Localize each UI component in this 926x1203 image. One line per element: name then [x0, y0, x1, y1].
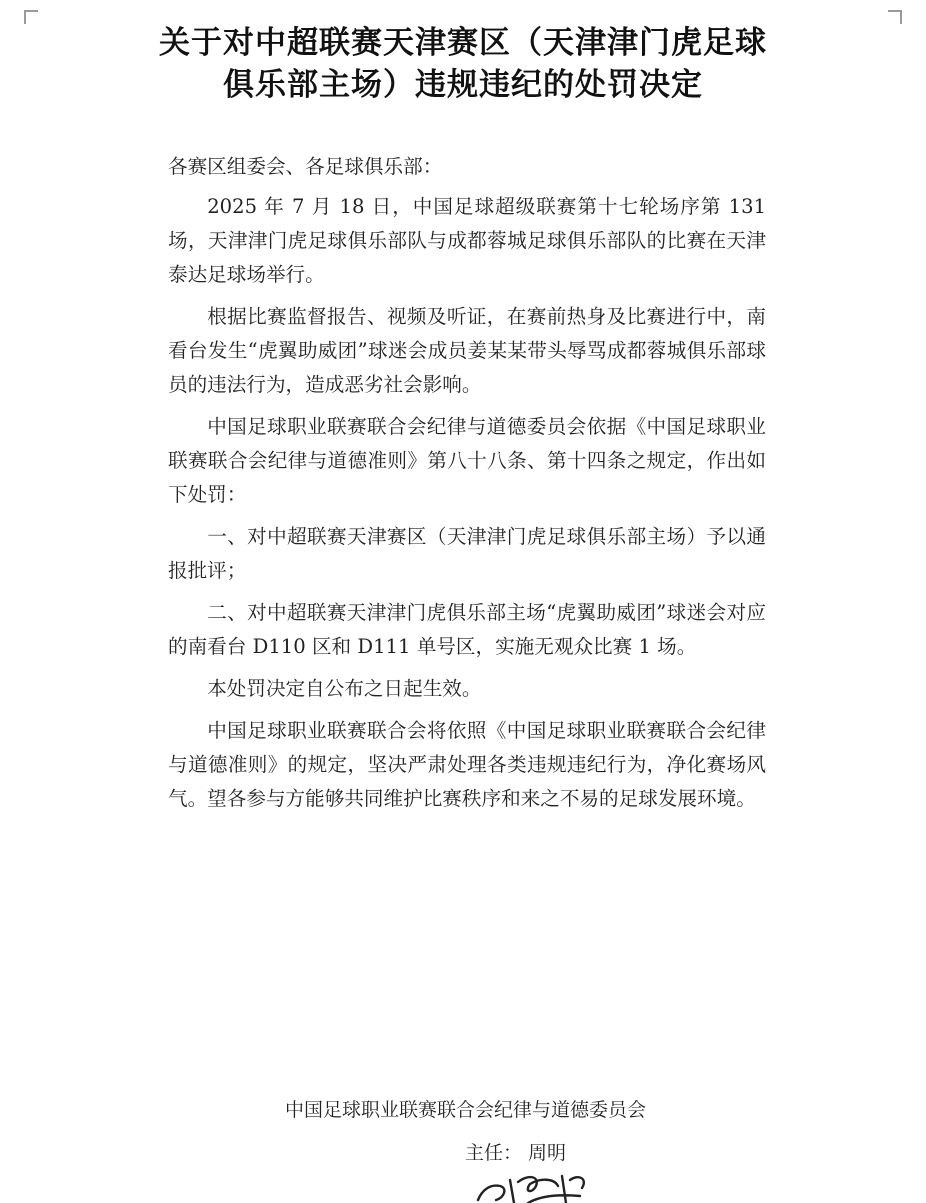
salutation: 各赛区组委会、各足球俱乐部： — [168, 155, 443, 178]
paragraph-effective: 本处罚决定自公布之日起生效。 — [207, 677, 482, 700]
paragraph-penalty-2: 二、对中超联赛天津津门虎俱乐部主场“虎翼助威团”球迷会对应的南看台 D110 区和 D111 单号区，实施无观众比赛 1 场。 — [168, 601, 766, 658]
corner-mark-top-right — [888, 10, 902, 24]
document-title-line-2: 俱乐部主场）违规违纪的处罚决定 — [223, 67, 703, 103]
paragraph-match-info: 2025 年 7 月 18 日，中国足球超级联赛第十七轮场序第 131 场，天津津门虎足球俱乐部队与成都蓉城足球俱乐部队的比赛在天津泰达足球场举行。 — [168, 195, 766, 286]
paragraph-legal-basis: 中国足球职业联赛联合会纪律与道德委员会依据《中国足球职业联赛联合会纪律与道德准则》第八十八条、第十四条之规定，作出如下处罚： — [168, 415, 766, 506]
issuing-organization: 中国足球职业联赛联合会纪律与道德委员会 — [285, 1099, 647, 1121]
corner-mark-top-left — [24, 10, 38, 24]
paragraph-closing: 中国足球职业联赛联合会将依照《中国足球职业联赛联合会纪律与道德准则》的规定，坚决严肃处理各类违规违纪行为，净化赛场风气。望各参与方能够共同维护比赛秩序和来之不易的足球发展环境。 — [168, 719, 766, 810]
paragraph-penalty-1: 一、对中超联赛天津赛区（天津津门虎足球俱乐部主场）予以通报批评； — [168, 525, 766, 582]
document-body — [168, 150, 766, 824]
paragraph-incident: 根据比赛监督报告、视频及听证，在赛前热身及比赛进行中，南看台发生“虎翼助威团”球迷会成员姜某某带头辱骂成都蓉城俱乐部球员的违法行为，造成恶劣社会影响。 — [168, 305, 766, 396]
director-label: 主任： — [465, 1142, 523, 1164]
director-name: 周明 — [528, 1142, 567, 1164]
handwritten-signature — [470, 1170, 600, 1203]
document-title-line-1: 关于对中超联赛天津赛区（天津津门虎足球 — [159, 25, 767, 61]
director-line — [465, 1138, 572, 1165]
